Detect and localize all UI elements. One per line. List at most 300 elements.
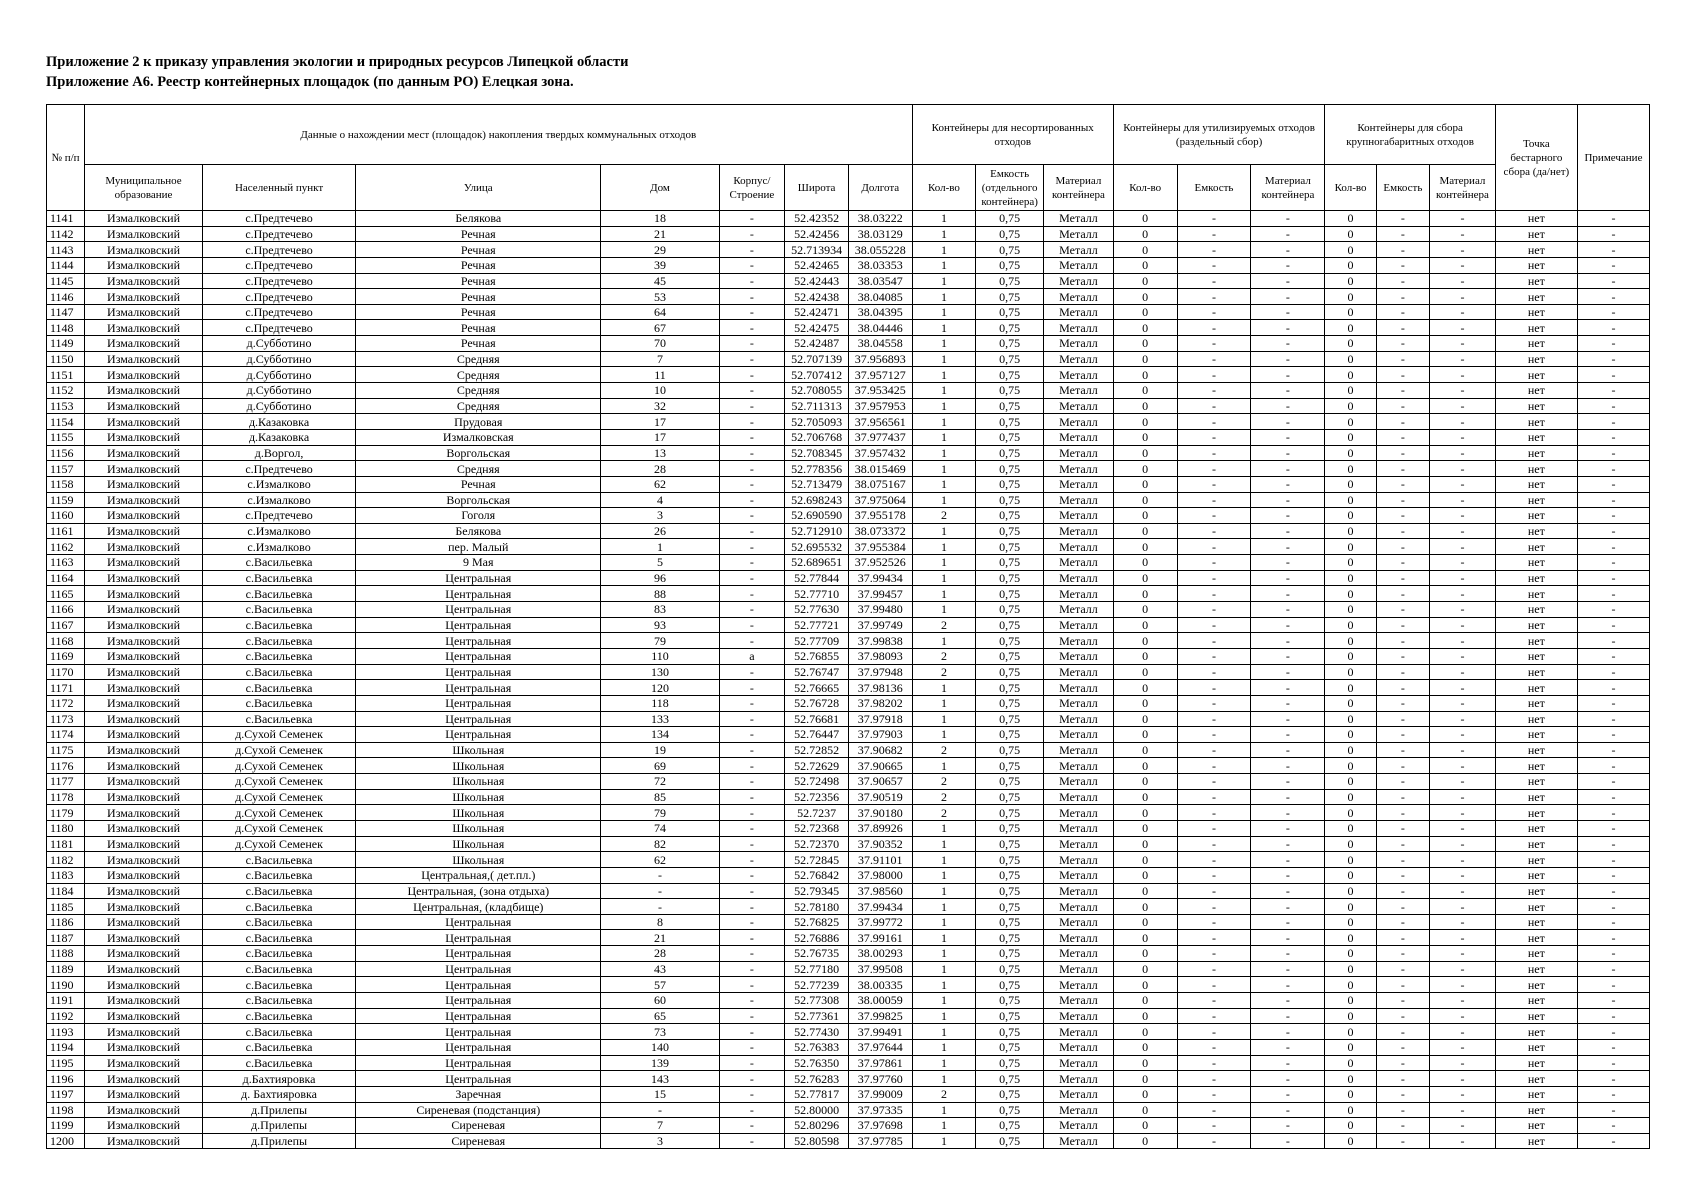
cell-recyclable-count: 0 <box>1113 273 1177 289</box>
cell-point: нет <box>1495 492 1577 508</box>
cell-house: 88 <box>601 586 719 602</box>
cell-latitude: 52.689651 <box>785 555 849 571</box>
cell-recyclable-capacity: - <box>1177 555 1251 571</box>
cell-unsorted-count: 1 <box>912 351 976 367</box>
cell-latitude: 52.695532 <box>785 539 849 555</box>
cell-settlement: с.Васильевка <box>203 586 356 602</box>
cell-unsorted-material: Металл <box>1044 648 1114 664</box>
cell-settlement: д.Субботино <box>203 367 356 383</box>
cell-num: 1176 <box>47 758 85 774</box>
cell-bulky-count: 0 <box>1325 1118 1376 1134</box>
cell-recyclable-capacity: - <box>1177 711 1251 727</box>
cell-bulky-capacity: - <box>1376 820 1429 836</box>
cell-unsorted-material: Металл <box>1044 664 1114 680</box>
cell-recyclable-material: - <box>1251 398 1325 414</box>
cell-municipality: Измалковский <box>84 586 202 602</box>
cell-bulky-count: 0 <box>1325 1024 1376 1040</box>
cell-bulky-count: 0 <box>1325 1086 1376 1102</box>
cell-recyclable-count: 0 <box>1113 1024 1177 1040</box>
cell-settlement: д.Субботино <box>203 383 356 399</box>
cell-unsorted-capacity: 0,75 <box>976 883 1044 899</box>
cell-bulky-count: 0 <box>1325 867 1376 883</box>
cell-building: - <box>719 586 785 602</box>
cell-building: - <box>719 1024 785 1040</box>
cell-unsorted-material: Металл <box>1044 742 1114 758</box>
cell-bulky-count: 0 <box>1325 758 1376 774</box>
cell-unsorted-capacity: 0,75 <box>976 836 1044 852</box>
cell-unsorted-capacity: 0,75 <box>976 946 1044 962</box>
cell-bulky-material: - <box>1430 242 1496 258</box>
cell-point: нет <box>1495 883 1577 899</box>
cell-recyclable-count: 0 <box>1113 664 1177 680</box>
cell-bulky-count: 0 <box>1325 899 1376 915</box>
cell-unsorted-material: Металл <box>1044 555 1114 571</box>
cell-unsorted-material: Металл <box>1044 1071 1114 1087</box>
cell-unsorted-material: Металл <box>1044 977 1114 993</box>
table-row <box>47 742 1650 758</box>
table-row <box>47 1071 1650 1087</box>
cell-note: - <box>1577 1102 1649 1118</box>
cell-building: - <box>719 414 785 430</box>
cell-bulky-capacity: - <box>1376 727 1429 743</box>
cell-bulky-capacity: - <box>1376 883 1429 899</box>
cell-bulky-capacity: - <box>1376 1039 1429 1055</box>
cell-unsorted-capacity: 0,75 <box>976 476 1044 492</box>
cell-recyclable-count: 0 <box>1113 993 1177 1009</box>
cell-unsorted-count: 1 <box>912 977 976 993</box>
cell-bulky-count: 0 <box>1325 680 1376 696</box>
cell-bulky-count: 0 <box>1325 289 1376 305</box>
cell-house: 130 <box>601 664 719 680</box>
cell-bulky-capacity: - <box>1376 304 1429 320</box>
cell-building: - <box>719 320 785 336</box>
cell-building: - <box>719 351 785 367</box>
cell-recyclable-material: - <box>1251 289 1325 305</box>
cell-building: - <box>719 961 785 977</box>
cell-point: нет <box>1495 602 1577 618</box>
cell-recyclable-capacity: - <box>1177 664 1251 680</box>
cell-street: Речная <box>356 304 601 320</box>
cell-longitude: 37.90665 <box>848 758 912 774</box>
table-row <box>47 570 1650 586</box>
cell-note: - <box>1577 742 1649 758</box>
cell-municipality: Измалковский <box>84 602 202 618</box>
cell-building: - <box>719 226 785 242</box>
cell-point: нет <box>1495 1071 1577 1087</box>
cell-bulky-capacity: - <box>1376 602 1429 618</box>
cell-recyclable-count: 0 <box>1113 414 1177 430</box>
cell-latitude: 52.76886 <box>785 930 849 946</box>
cell-unsorted-capacity: 0,75 <box>976 289 1044 305</box>
cell-latitude: 52.42438 <box>785 289 849 305</box>
cell-latitude: 52.80598 <box>785 1133 849 1149</box>
cell-unsorted-count: 1 <box>912 586 976 602</box>
cell-longitude: 37.97861 <box>848 1055 912 1071</box>
cell-unsorted-material: Металл <box>1044 1086 1114 1102</box>
cell-unsorted-capacity: 0,75 <box>976 1086 1044 1102</box>
cell-unsorted-material: Металл <box>1044 336 1114 352</box>
cell-recyclable-capacity: - <box>1177 429 1251 445</box>
cell-recyclable-material: - <box>1251 836 1325 852</box>
cell-note: - <box>1577 429 1649 445</box>
cell-bulky-capacity: - <box>1376 1133 1429 1149</box>
cell-bulky-capacity: - <box>1376 648 1429 664</box>
cell-bulky-capacity: - <box>1376 351 1429 367</box>
cell-num: 1169 <box>47 648 85 664</box>
cell-num: 1144 <box>47 257 85 273</box>
cell-street: Школьная <box>356 742 601 758</box>
cell-note: - <box>1577 445 1649 461</box>
cell-bulky-count: 0 <box>1325 226 1376 242</box>
cell-longitude: 38.075167 <box>848 476 912 492</box>
cell-settlement: д.Прилепы <box>203 1102 356 1118</box>
cell-note: - <box>1577 383 1649 399</box>
cell-street: Центральная, (кладбище) <box>356 899 601 915</box>
cell-num: 1178 <box>47 789 85 805</box>
cell-unsorted-count: 1 <box>912 1024 976 1040</box>
cell-municipality: Измалковский <box>84 1118 202 1134</box>
cell-unsorted-capacity: 0,75 <box>976 977 1044 993</box>
cell-recyclable-capacity: - <box>1177 820 1251 836</box>
cell-municipality: Измалковский <box>84 617 202 633</box>
cell-point: нет <box>1495 946 1577 962</box>
table-row <box>47 946 1650 962</box>
cell-point: нет <box>1495 1102 1577 1118</box>
cell-longitude: 37.97335 <box>848 1102 912 1118</box>
cell-unsorted-capacity: 0,75 <box>976 633 1044 649</box>
cell-note: - <box>1577 1055 1649 1071</box>
cell-num: 1193 <box>47 1024 85 1040</box>
cell-bulky-count: 0 <box>1325 727 1376 743</box>
cell-street: пер. Малый <box>356 539 601 555</box>
cell-latitude: 52.77709 <box>785 633 849 649</box>
cell-recyclable-capacity: - <box>1177 304 1251 320</box>
cell-bulky-material: - <box>1430 476 1496 492</box>
cell-recyclable-count: 0 <box>1113 257 1177 273</box>
cell-unsorted-count: 1 <box>912 289 976 305</box>
cell-recyclable-count: 0 <box>1113 742 1177 758</box>
cell-bulky-capacity: - <box>1376 836 1429 852</box>
cell-street: Воргольская <box>356 492 601 508</box>
cell-settlement: с.Васильевка <box>203 648 356 664</box>
cell-settlement: д.Казаковка <box>203 414 356 430</box>
cell-bulky-capacity: - <box>1376 539 1429 555</box>
cell-unsorted-count: 1 <box>912 304 976 320</box>
cell-unsorted-material: Металл <box>1044 242 1114 258</box>
cell-bulky-count: 0 <box>1325 852 1376 868</box>
cell-settlement: с.Васильевка <box>203 1055 356 1071</box>
table-row <box>47 367 1650 383</box>
cell-longitude: 37.97785 <box>848 1133 912 1149</box>
table-row <box>47 993 1650 1009</box>
table-row <box>47 1118 1650 1134</box>
cell-unsorted-material: Металл <box>1044 883 1114 899</box>
cell-num: 1161 <box>47 523 85 539</box>
cell-building: - <box>719 1055 785 1071</box>
cell-note: - <box>1577 727 1649 743</box>
cell-point: нет <box>1495 617 1577 633</box>
cell-building: - <box>719 836 785 852</box>
cell-settlement: д.Субботино <box>203 398 356 414</box>
cell-bulky-capacity: - <box>1376 695 1429 711</box>
header-house: Дом <box>601 165 719 211</box>
cell-unsorted-capacity: 0,75 <box>976 602 1044 618</box>
table-row <box>47 492 1650 508</box>
cell-settlement: с.Васильевка <box>203 711 356 727</box>
cell-note: - <box>1577 398 1649 414</box>
cell-settlement: с.Измалково <box>203 476 356 492</box>
cell-unsorted-material: Металл <box>1044 758 1114 774</box>
cell-bulky-material: - <box>1430 336 1496 352</box>
cell-point: нет <box>1495 836 1577 852</box>
cell-longitude: 37.89926 <box>848 820 912 836</box>
cell-street: Заречная <box>356 1086 601 1102</box>
cell-house: 72 <box>601 774 719 790</box>
cell-longitude: 37.91101 <box>848 852 912 868</box>
cell-unsorted-material: Металл <box>1044 211 1114 227</box>
cell-bulky-material: - <box>1430 257 1496 273</box>
table-row <box>47 680 1650 696</box>
cell-unsorted-material: Металл <box>1044 727 1114 743</box>
cell-unsorted-count: 1 <box>912 211 976 227</box>
cell-street: Центральная,( дет.пл.) <box>356 867 601 883</box>
cell-point: нет <box>1495 414 1577 430</box>
cell-point: нет <box>1495 242 1577 258</box>
cell-longitude: 38.055228 <box>848 242 912 258</box>
cell-bulky-material: - <box>1430 711 1496 727</box>
cell-bulky-count: 0 <box>1325 555 1376 571</box>
cell-longitude: 37.956561 <box>848 414 912 430</box>
cell-house: 21 <box>601 930 719 946</box>
cell-note: - <box>1577 867 1649 883</box>
cell-note: - <box>1577 774 1649 790</box>
cell-unsorted-capacity: 0,75 <box>976 226 1044 242</box>
cell-house: 26 <box>601 523 719 539</box>
header-num: № п/п <box>47 105 85 211</box>
cell-note: - <box>1577 977 1649 993</box>
cell-bulky-material: - <box>1430 664 1496 680</box>
cell-bulky-count: 0 <box>1325 461 1376 477</box>
cell-municipality: Измалковский <box>84 414 202 430</box>
cell-recyclable-capacity: - <box>1177 1086 1251 1102</box>
cell-recyclable-material: - <box>1251 1133 1325 1149</box>
cell-point: нет <box>1495 930 1577 946</box>
cell-bulky-count: 0 <box>1325 508 1376 524</box>
cell-municipality: Измалковский <box>84 476 202 492</box>
cell-settlement: с.Измалково <box>203 492 356 508</box>
cell-house: 73 <box>601 1024 719 1040</box>
table-row <box>47 383 1650 399</box>
cell-note: - <box>1577 1008 1649 1024</box>
cell-num: 1163 <box>47 555 85 571</box>
cell-recyclable-count: 0 <box>1113 461 1177 477</box>
cell-latitude: 52.80296 <box>785 1118 849 1134</box>
cell-note: - <box>1577 993 1649 1009</box>
cell-unsorted-capacity: 0,75 <box>976 680 1044 696</box>
cell-bulky-count: 0 <box>1325 1071 1376 1087</box>
cell-recyclable-material: - <box>1251 257 1325 273</box>
cell-street: Речная <box>356 289 601 305</box>
registry-body <box>47 211 1650 1149</box>
cell-recyclable-capacity: - <box>1177 993 1251 1009</box>
cell-note: - <box>1577 508 1649 524</box>
cell-point: нет <box>1495 727 1577 743</box>
cell-settlement: д.Казаковка <box>203 429 356 445</box>
cell-recyclable-material: - <box>1251 1024 1325 1040</box>
cell-settlement: с.Васильевка <box>203 602 356 618</box>
cell-recyclable-capacity: - <box>1177 523 1251 539</box>
cell-house: 120 <box>601 680 719 696</box>
cell-note: - <box>1577 836 1649 852</box>
cell-recyclable-count: 0 <box>1113 930 1177 946</box>
cell-recyclable-material: - <box>1251 727 1325 743</box>
cell-bulky-capacity: - <box>1376 398 1429 414</box>
cell-num: 1164 <box>47 570 85 586</box>
cell-recyclable-material: - <box>1251 492 1325 508</box>
cell-building: - <box>719 789 785 805</box>
cell-house: 118 <box>601 695 719 711</box>
cell-settlement: с.Васильевка <box>203 961 356 977</box>
cell-house: 93 <box>601 617 719 633</box>
cell-recyclable-count: 0 <box>1113 226 1177 242</box>
cell-building: - <box>719 273 785 289</box>
cell-recyclable-capacity: - <box>1177 242 1251 258</box>
cell-settlement: с.Предтечево <box>203 211 356 227</box>
cell-unsorted-count: 1 <box>912 1055 976 1071</box>
table-row <box>47 429 1650 445</box>
cell-note: - <box>1577 789 1649 805</box>
cell-bulky-capacity: - <box>1376 805 1429 821</box>
cell-recyclable-material: - <box>1251 993 1325 1009</box>
header-unsorted-group: Контейнеры для несортированных отходов <box>912 105 1113 165</box>
cell-bulky-capacity: - <box>1376 899 1429 915</box>
cell-longitude: 37.99825 <box>848 1008 912 1024</box>
cell-bulky-count: 0 <box>1325 648 1376 664</box>
cell-street: Центральная <box>356 680 601 696</box>
cell-municipality: Измалковский <box>84 383 202 399</box>
cell-house: 65 <box>601 1008 719 1024</box>
cell-municipality: Измалковский <box>84 570 202 586</box>
cell-unsorted-material: Металл <box>1044 429 1114 445</box>
table-row <box>47 617 1650 633</box>
cell-recyclable-capacity: - <box>1177 508 1251 524</box>
cell-point: нет <box>1495 226 1577 242</box>
cell-recyclable-count: 0 <box>1113 946 1177 962</box>
cell-street: Речная <box>356 257 601 273</box>
cell-bulky-material: - <box>1430 289 1496 305</box>
cell-bulky-material: - <box>1430 492 1496 508</box>
cell-latitude: 52.77361 <box>785 1008 849 1024</box>
cell-note: - <box>1577 805 1649 821</box>
cell-bulky-material: - <box>1430 961 1496 977</box>
cell-unsorted-capacity: 0,75 <box>976 461 1044 477</box>
cell-bulky-material: - <box>1430 320 1496 336</box>
cell-recyclable-capacity: - <box>1177 961 1251 977</box>
cell-house: - <box>601 1102 719 1118</box>
cell-recyclable-capacity: - <box>1177 351 1251 367</box>
cell-house: - <box>601 899 719 915</box>
table-row <box>47 586 1650 602</box>
cell-recyclable-material: - <box>1251 476 1325 492</box>
cell-point: нет <box>1495 742 1577 758</box>
cell-longitude: 37.99161 <box>848 930 912 946</box>
cell-unsorted-count: 1 <box>912 727 976 743</box>
cell-building: - <box>719 977 785 993</box>
cell-street: Школьная <box>356 758 601 774</box>
cell-recyclable-count: 0 <box>1113 304 1177 320</box>
table-row <box>47 414 1650 430</box>
cell-building: - <box>719 664 785 680</box>
cell-bulky-material: - <box>1430 946 1496 962</box>
cell-bulky-count: 0 <box>1325 930 1376 946</box>
cell-bulky-material: - <box>1430 304 1496 320</box>
cell-building: - <box>719 930 785 946</box>
cell-recyclable-count: 0 <box>1113 1055 1177 1071</box>
cell-note: - <box>1577 1039 1649 1055</box>
cell-point: нет <box>1495 304 1577 320</box>
cell-house: 139 <box>601 1055 719 1071</box>
cell-unsorted-capacity: 0,75 <box>976 336 1044 352</box>
cell-longitude: 37.97760 <box>848 1071 912 1087</box>
cell-unsorted-capacity: 0,75 <box>976 429 1044 445</box>
header-unsorted-material: Материал контейнера <box>1044 165 1114 211</box>
cell-recyclable-material: - <box>1251 1086 1325 1102</box>
cell-bulky-material: - <box>1430 1039 1496 1055</box>
cell-house: 17 <box>601 414 719 430</box>
cell-bulky-capacity: - <box>1376 508 1429 524</box>
cell-point: нет <box>1495 273 1577 289</box>
cell-recyclable-capacity: - <box>1177 211 1251 227</box>
cell-unsorted-count: 1 <box>912 961 976 977</box>
cell-unsorted-count: 1 <box>912 242 976 258</box>
cell-longitude: 37.953425 <box>848 383 912 399</box>
cell-street: Сиреневая <box>356 1133 601 1149</box>
cell-settlement: д.Прилепы <box>203 1118 356 1134</box>
cell-building: - <box>719 1086 785 1102</box>
cell-note: - <box>1577 570 1649 586</box>
cell-house: 96 <box>601 570 719 586</box>
cell-bulky-capacity: - <box>1376 1118 1429 1134</box>
cell-recyclable-material: - <box>1251 774 1325 790</box>
cell-point: нет <box>1495 852 1577 868</box>
cell-recyclable-capacity: - <box>1177 226 1251 242</box>
cell-recyclable-count: 0 <box>1113 555 1177 571</box>
cell-bulky-material: - <box>1430 727 1496 743</box>
cell-recyclable-material: - <box>1251 820 1325 836</box>
cell-longitude: 37.97644 <box>848 1039 912 1055</box>
cell-settlement: д.Субботино <box>203 336 356 352</box>
cell-num: 1198 <box>47 1102 85 1118</box>
cell-municipality: Измалковский <box>84 899 202 915</box>
cell-unsorted-material: Металл <box>1044 789 1114 805</box>
cell-building: - <box>719 680 785 696</box>
cell-recyclable-capacity: - <box>1177 570 1251 586</box>
cell-bulky-material: - <box>1430 1055 1496 1071</box>
cell-unsorted-material: Металл <box>1044 320 1114 336</box>
table-row <box>47 758 1650 774</box>
cell-num: 1174 <box>47 727 85 743</box>
cell-latitude: 52.76665 <box>785 680 849 696</box>
cell-recyclable-capacity: - <box>1177 1071 1251 1087</box>
cell-bulky-count: 0 <box>1325 570 1376 586</box>
cell-latitude: 52.76728 <box>785 695 849 711</box>
cell-street: Центральная <box>356 961 601 977</box>
cell-num: 1159 <box>47 492 85 508</box>
cell-longitude: 38.04395 <box>848 304 912 320</box>
cell-point: нет <box>1495 367 1577 383</box>
cell-point: нет <box>1495 461 1577 477</box>
cell-bulky-count: 0 <box>1325 633 1376 649</box>
